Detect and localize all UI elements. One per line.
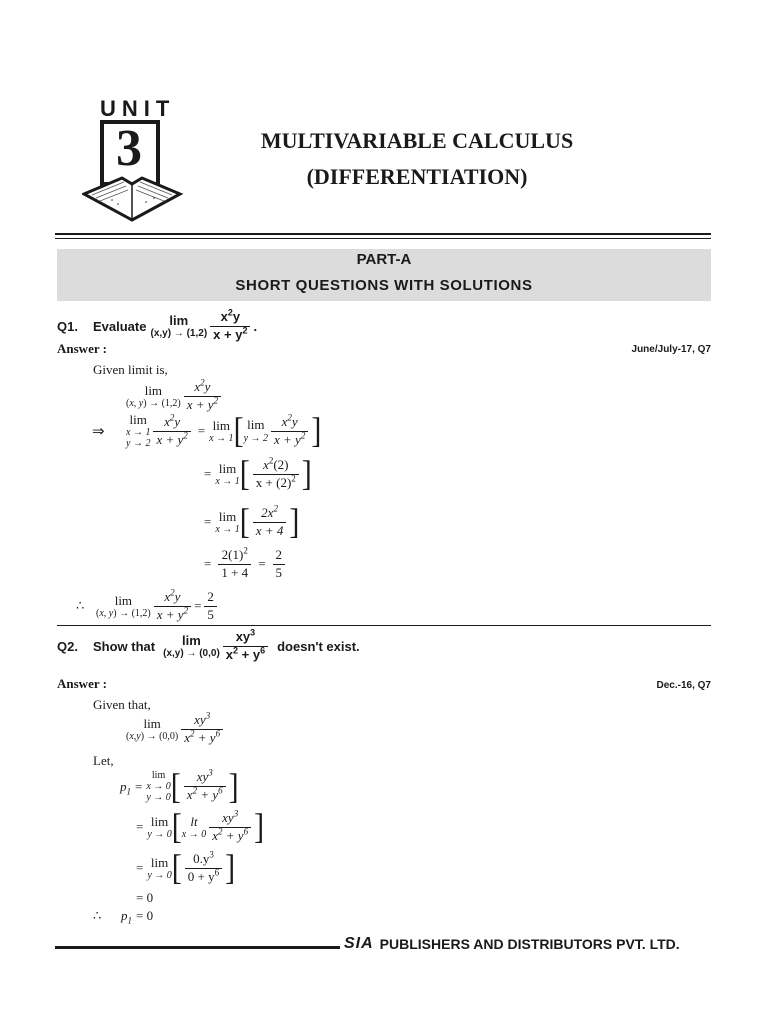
q2-step-3: = lim y → 0 [ lt x → 0 $\frac{xy^3}{x^2 + y^6}$ ] (136, 807, 265, 847)
unit-number: 3 (116, 120, 142, 177)
q2-conclusion: ∴ $p_1$ = 0 (93, 908, 154, 926)
unit-label: UNIT (100, 96, 176, 121)
q2-prompt: Show that (93, 638, 156, 654)
publisher-name: PUBLISHERS AND DISTRIBUTORS PVT. LTD. (379, 936, 680, 952)
q1-step-5: = $\frac{2(1)^2}{1 + 4}$ = $\frac{2}{5}$ (200, 548, 288, 581)
q1-limit: lim (x,y) → (1,2) (150, 312, 208, 340)
part-name: PART-A (356, 251, 412, 268)
q1-step-4: = lim x → 1 [ $\frac{2x^2}{x + 4}$ ] (204, 502, 300, 542)
q2-number: Q2. (57, 638, 78, 654)
unit-badge (82, 96, 192, 221)
q2-step-4: = lim y → 0 [ $\frac{0.y^3}{0 + y^6}$ ] (136, 848, 236, 888)
q2-step-2: $p_1$ = lim x → 0 y → 0 [ $\frac{xy^3}{x^2 + y^6}$ ] (120, 766, 239, 806)
publisher-logo: SIA (344, 935, 374, 952)
q2-reference: Dec.-16, Q7 (656, 680, 711, 691)
header-rule-top (55, 233, 711, 235)
footer-publisher (344, 935, 680, 953)
q1-step-3: = lim x → 1 [ $\frac{x^2(2)}{x + (2)^2}$ ] (204, 454, 312, 494)
q1-fraction: $\frac{x^2y}{x + y^2}$ (210, 310, 250, 343)
q2-let: Let, (93, 753, 114, 768)
q1-question: Q1. Evaluate lim (x,y) → (1,2) $\frac{x^2y}{x + y^2}$ . (57, 307, 258, 342)
part-banner (57, 249, 711, 301)
q2-given: Given that, (93, 697, 151, 712)
question-divider (57, 625, 711, 626)
q1-given: Given limit is, (93, 362, 168, 377)
q1-number: Q1. (57, 318, 78, 334)
chapter-title-line2: (DIFFERENTIATION) (306, 164, 528, 189)
q1-prompt: Evaluate (93, 318, 147, 334)
q2-limit: lim (x,y) → (0,0) (163, 632, 220, 660)
q2-answer-label: Answer : (57, 676, 107, 691)
q1-step-2: ⇒ lim x → 1 y → 2 $\frac{x^2y}{x + y^2}$ = lim x → 1 [ lim y → 2 $\frac{x^2y}{x + y^2}$ ] (92, 410, 322, 451)
q1-step-1: lim (x, y) → (1,2) $\frac{x^2y}{x + y^2}$ (126, 380, 224, 413)
q1-answer-label: Answer : (57, 341, 107, 356)
q2-fraction: $\frac{xy^3}{x^2 + y^6}$ (223, 630, 268, 663)
q1-reference: June/July-17, Q7 (631, 344, 711, 355)
part-subtitle: SHORT QUESTIONS WITH SOLUTIONS (235, 277, 533, 294)
q2-question (57, 627, 360, 663)
q2-step-1: lim (x,y) → (0,0) $\frac{xy^3}{x^2 + y^6}$ (126, 713, 226, 746)
header-rule-bottom (55, 238, 711, 239)
q2-step-5: = 0 (136, 890, 154, 905)
footer-rule (55, 946, 340, 949)
q1-conclusion: ∴ lim (x, y) → (1,2) $\frac{x^2y}{x + y^2}$ = $\frac{2}{5}$ (76, 590, 220, 623)
chapter-title-line1: MULTIVARIABLE CALCULUS (260, 128, 574, 153)
q2-suffix: doesn't exist. (277, 638, 360, 654)
